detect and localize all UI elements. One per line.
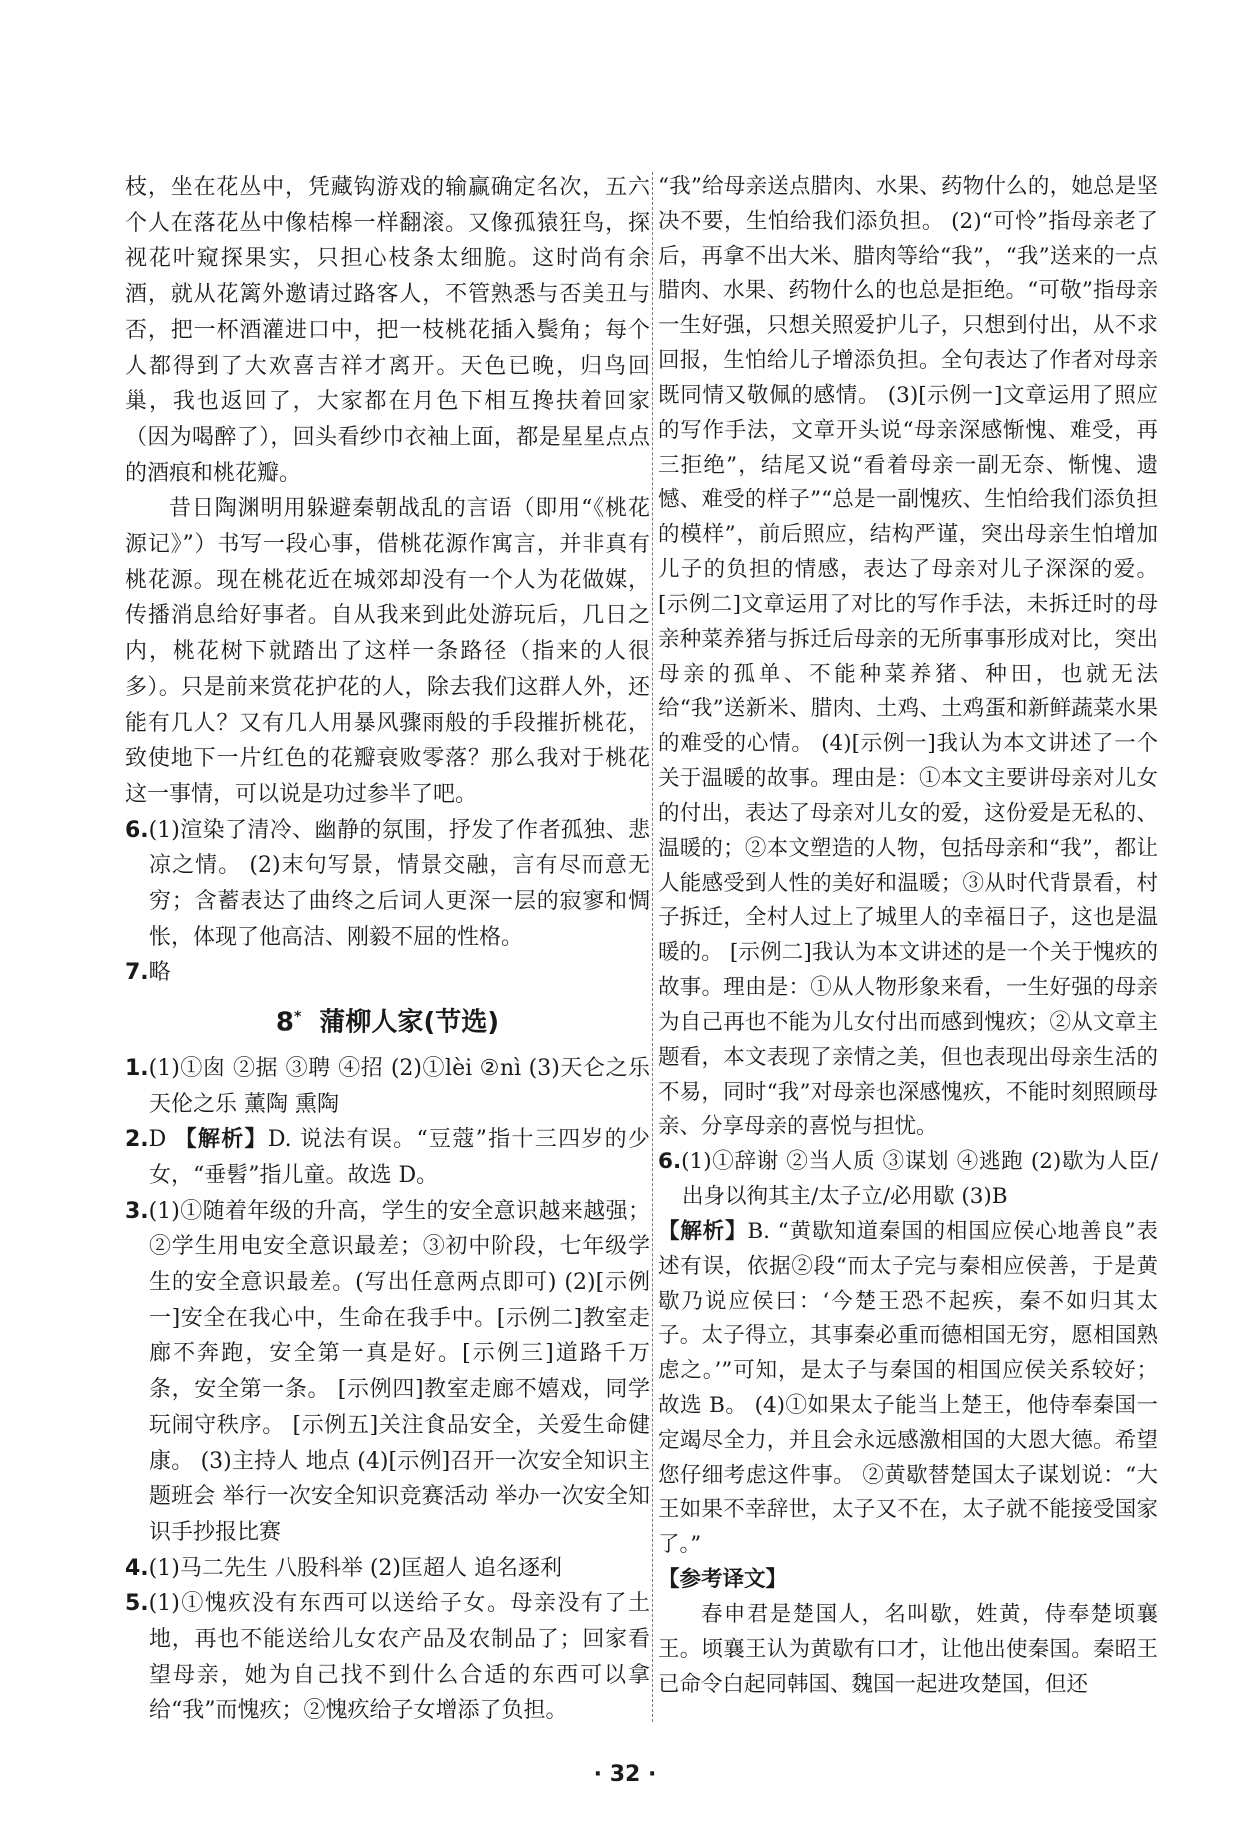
- answer-text: (1)渲染了清冷、幽静的氛围，抒发了作者孤独、悲凉之情。 (2)末句写景，情景交融，言有尽而意无穷；含蓄表达了曲终之后词人更深一层的寂寥和惆怅，体现了他高洁、刚毅不屈的性格。: [148, 817, 650, 950]
- answer-number: 1.: [125, 1055, 149, 1081]
- answer-number: 2.: [125, 1127, 149, 1153]
- answer-choice: D: [148, 1127, 175, 1153]
- answer-3: [125, 1194, 650, 1551]
- reference-tag: 【参考译文】: [658, 1567, 788, 1593]
- answer-text: (1)①随着年级的升高，学生的安全意识越来越强；②学生用电安全意识最差；③初中阶段，七年级学生的安全意识最差。(写出任意两点即可) (2)[示例一]安全在我心中，生命在我手中。[示例二]教室走廊不奔跑，安全第一真是好。[示例三]道路千万条，安全第一条。 [示例四]教室走廊不嬉戏，同学玩闹守秩序。 [示例五]关注食品安全，关爱生命健康。 (3)主持人 地点 (4)[示例]召开一次安全知识主题班会 举行一次安全知识竞赛活动 举办一次安全知识手抄报比赛: [148, 1198, 650, 1545]
- section-heading: [125, 997, 650, 1043]
- answer-text: (1)马二先生 八股科举 (2)匡超人 追名逐利: [148, 1555, 562, 1581]
- answer-1: [125, 1051, 650, 1122]
- answer-5-continued: “我”给母亲送点腊肉、水果、药物什么的，她总是坚决不要，生怕给我们添负担。 (2)“可怜”指母亲老了后，再拿不出大米、腊肉等给“我”，“我”送来的一点腊肉、水果、药物什么的也总是拒绝。“可敬”指母亲一生好强，只想关照爱护儿子，只想到付出，从不求回报，生怕给儿子增添负担。全句表达了作者对母亲既同情又敬佩的感情。 (3)[示例一]文章运用了照应的写作手法，文章开头说“母亲深感惭愧、难受，再三拒绝”，结尾又说“看着母亲一副无奈、惭愧、遗憾、难受的样子”“总是一副愧疚、生怕给我们添负担的模样”，前后照应，结构严谨，突出母亲生怕增加儿子的负担的情感，表达了母亲对儿子深深的爱。 [示例二]文章运用了对比的写作手法，未拆迁时的母亲种菜养猪与拆迁后母亲的无所事事形成对比，突出母亲的孤单、不能种菜养猪、种田，也就无法给“我”送新米、腊肉、土鸡、土鸡蛋和新鲜蔬菜水果的难受的心情。 (4)[示例一]我认为本文讲述了一个关于温暖的故事。理由是：①本文主要讲母亲对儿女的付出，表达了母亲对儿女的爱，这份爱是无私的、温暖的；②本文塑造的人物，包括母亲和“我”，都让人能感受到人性的美好和温暖；③从时代背景看，村子拆迁，全村人过上了城里人的幸福日子，这也是温暖的。 [示例二]我认为本文讲述的是一个关于愧疚的故事。理由是：①从人物形象来看，一生好强的母亲为自己再也不能为儿女付出而感到愧疚；②从文章主题看，本文表现了亲情之美，但也表现出母亲生活的不易，同时“我”对母亲也深感愧疚，不能时刻照顾母亲、分享母亲的喜悦与担忧。: [658, 174, 1158, 1140]
- answer-6-analysis: [658, 1215, 1158, 1563]
- left-column: [125, 170, 650, 1729]
- section-title: 蒲柳人家(节选): [319, 1007, 500, 1038]
- answer-number: 5.: [125, 1591, 149, 1617]
- answer-number: 3.: [125, 1198, 149, 1224]
- answer-4: [125, 1551, 650, 1587]
- answer-text: (1)①辞谢 ②当人质 ③谋划 ④逃跑 (2)歇为人臣/出身以徇其主/太子立/必用歇 (3)B: [681, 1149, 1158, 1210]
- answer-number: 6.: [658, 1149, 682, 1175]
- column-divider: [652, 172, 653, 1722]
- right-column: [658, 170, 1158, 1702]
- section-number: 8: [275, 1007, 294, 1038]
- answer-text: (1)①愧疚没有东西可以送给子女。母亲没有了土地，再也不能送给儿女农产品及农制品了；回家看望母亲，她为自己找不到什么合适的东西可以拿给“我”而愧疚；②愧疚给子女增添了负担。: [148, 1591, 650, 1724]
- answer-2: [125, 1122, 650, 1193]
- section-mark: *: [293, 1009, 302, 1026]
- answer-7: [125, 955, 650, 991]
- analysis-tag: 【解析】: [658, 1218, 748, 1244]
- answer-text: (1)①囱 ②据 ③聘 ④招 (2)①lèi ②nì (3)天仑之乐 天伦之乐 薰陶 熏陶: [148, 1055, 650, 1117]
- answer-number: 7.: [125, 960, 149, 986]
- answer-text: 略: [148, 960, 171, 986]
- analysis-text: B. “黄歇知道秦国的相国应侯心地善良”表述有误，依据②段“而太子完与秦相应侯善，于是黄歇乃说应侯曰：‘今楚王恐不起疾，秦不如归其太子。太子得立，其事秦必重而德相国无穷，愿相国熟虑之。’”可知，是太子与秦国的相国应侯关系较好；故选 B。 (4)①如果太子能当上楚王，他侍奉秦国一定竭尽全力，并且会永远感激相国的大恩大德。希望您仔细考虑这件事。 ②黄歇替楚国太子谋划说：“大王如果不幸辞世，太子又不在，太子就不能接受国家了。”: [658, 1218, 1158, 1558]
- answer-number: 4.: [125, 1555, 149, 1581]
- translation-paragraph-2: 昔日陶渊明用躲避秦朝战乱的言语（即用“《桃花源记》”）书写一段心事，借桃花源作寓言，并非真有桃花源。现在桃花近在城郊却没有一个人为花做媒，传播消息给好事者。自从我来到此处游玩后，几日之内，桃花树下就踏出了这样一条路径（指来的人很多）。只是前来赏花护花的人，除去我们这群人外，还能有几人？又有几人用暴风骤雨般的手段摧折桃花，致使地下一片红色的花瓣衰败零落？那么我对于桃花这一事情，可以说是功过参半了吧。: [125, 496, 650, 807]
- answer-5: [125, 1586, 650, 1729]
- page-number: · 32 ·: [593, 1762, 657, 1787]
- translation-paragraph-1: 枝，坐在花丛中，凭藏钩游戏的输赢确定名次，五六个人在落花丛中像桔槔一样翻滚。又像孤猿狂鸟，探视花叶窥探果实，只担心枝条太细脆。这时尚有余酒，就从花篱外邀请过路客人，不管熟悉与否美丑与否，把一杯酒灌进口中，把一枝桃花插入鬓角；每个人都得到了大欢喜吉祥才离开。天色已晚，归鸟回巢，我也返回了，大家都在月色下相互搀扶着回家（因为喝醉了），回头看纱巾衣袖上面，都是星星点点的酒痕和桃花瓣。: [125, 175, 650, 486]
- answer-6: [658, 1145, 1158, 1215]
- analysis-tag: 【解析】: [174, 1127, 268, 1153]
- answer-text: D. 说法有误。“豆蔻”指十三四岁的少女，“垂髫”指儿童。故选 D。: [149, 1127, 650, 1188]
- answer-6: [125, 813, 650, 956]
- reference-translation-text: 春申君是楚国人，名叫歇，姓黄，侍奉楚顷襄王。顷襄王认为黄歇有口才，让他出使秦国。秦昭王已命令白起同韩国、魏国一起进攻楚国，但还: [658, 1601, 1158, 1697]
- reference-translation-heading: [658, 1563, 1158, 1598]
- answer-number: 6.: [125, 817, 149, 843]
